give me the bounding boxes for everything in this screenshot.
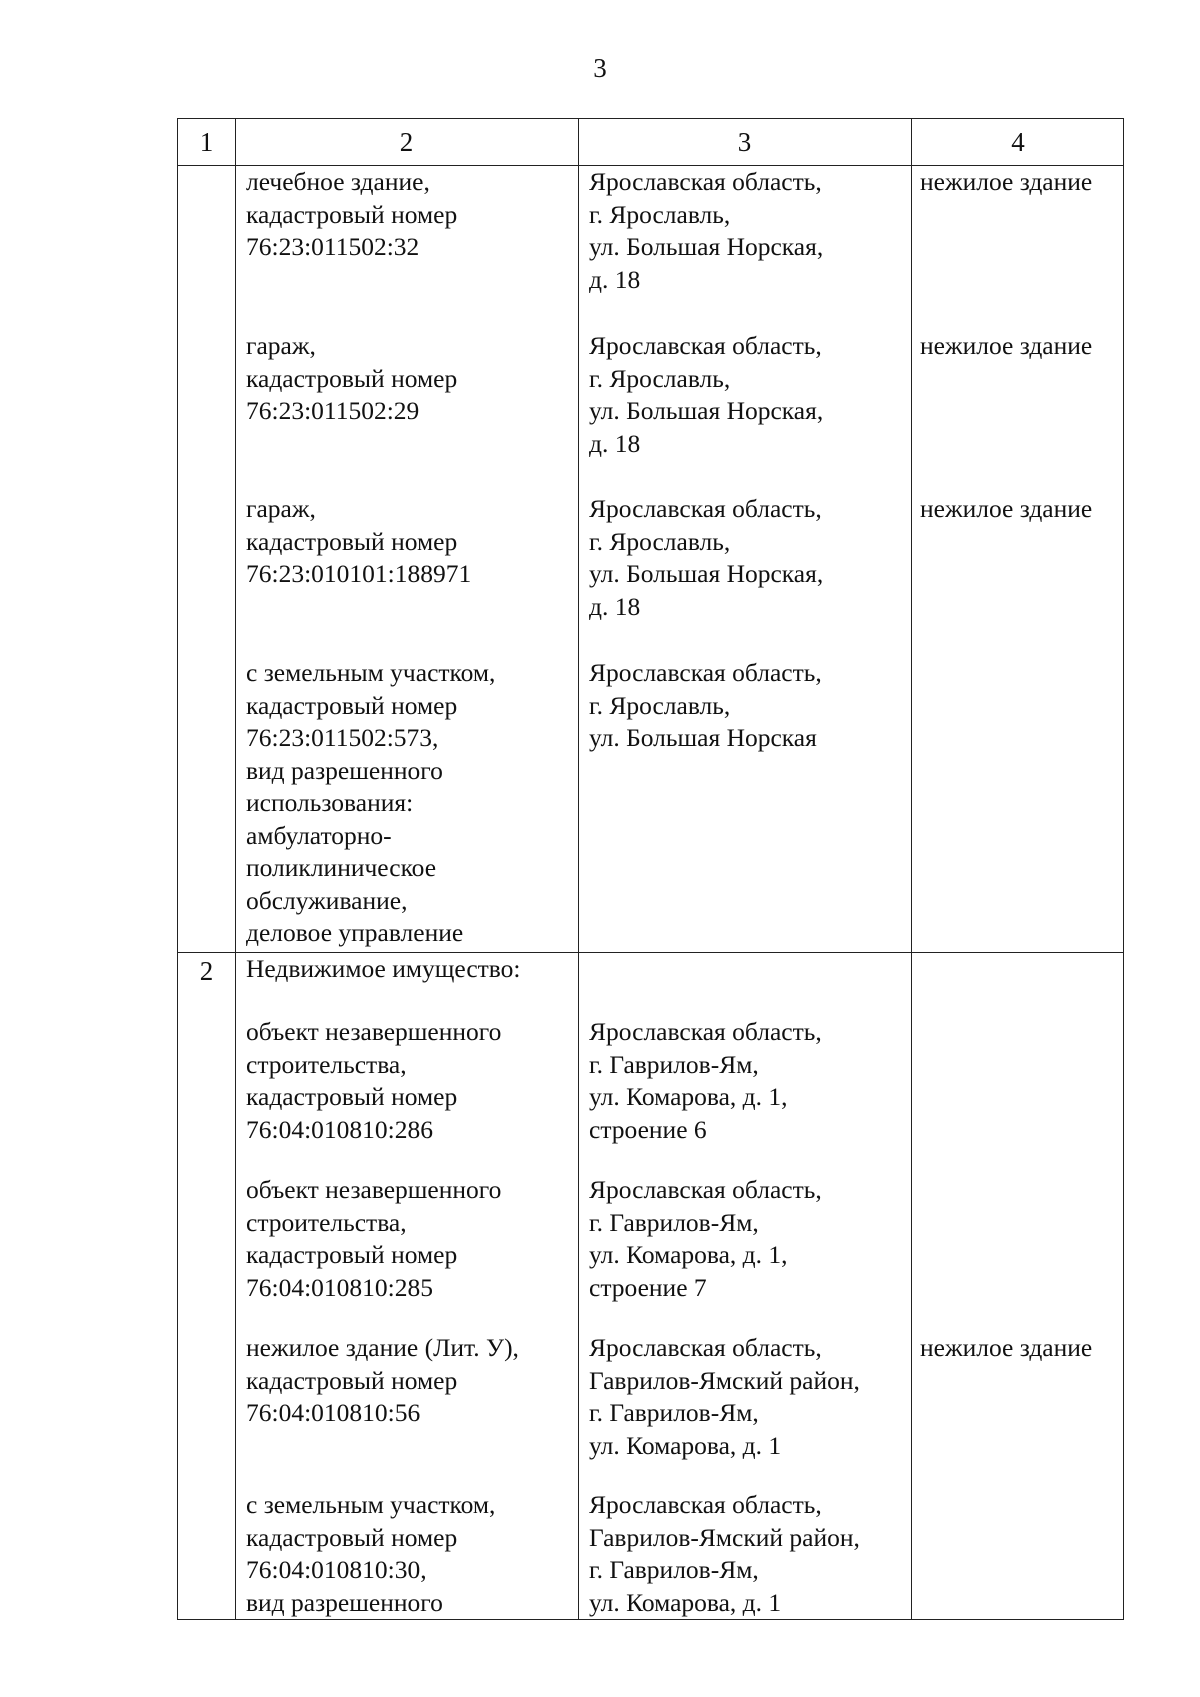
object-type: нежилое здание (920, 331, 1093, 360)
object-description: с земельным участком, кадастровый номер 76:23:011502:573, вид разрешенного использования: амбулаторно- поликлиническое обслуживание, деловое управление (246, 658, 496, 947)
object-type: нежилое здание (920, 1333, 1093, 1362)
header-col-4: 4 (1011, 127, 1025, 157)
object-description: лечебное здание, кадастровый номер 76:23:011502:32 (246, 167, 458, 261)
object-description: с земельным участком, кадастровый номер 76:04:010810:30, вид разрешенного (246, 1490, 496, 1617)
section-heading: Недвижимое имущество: (246, 954, 521, 983)
object-description: гараж, кадастровый номер 76:23:010101:188971 (246, 494, 472, 588)
row-number: 2 (199, 956, 214, 986)
object-address: Ярославская область, г. Гаврилов-Ям, ул. Комарова, д. 1, строение 7 (589, 1175, 822, 1302)
object-description: объект незавершенного строительства, кадастровый номер 76:04:010810:286 (246, 1017, 502, 1144)
column-divider (235, 119, 236, 1619)
header-col-3: 3 (737, 127, 752, 157)
object-address: Ярославская область, Гаврилов-Ямский район, г. Гаврилов-Ям, ул. Комарова, д. 1 (589, 1333, 860, 1460)
header-col-1: 1 (199, 127, 214, 157)
object-address: Ярославская область, г. Ярославль, ул. Большая Норская, д. 18 (589, 167, 824, 294)
column-divider (578, 119, 579, 1619)
page-number: 3 (593, 53, 607, 83)
object-address: Ярославская область, г. Ярославль, ул. Большая Норская, д. 18 (589, 331, 824, 458)
header-col-2: 2 (399, 127, 414, 157)
property-table (177, 118, 1124, 1620)
object-address: Ярославская область, г. Гаврилов-Ям, ул. Комарова, д. 1, строение 6 (589, 1017, 822, 1144)
object-description: объект незавершенного строительства, кадастровый номер 76:04:010810:285 (246, 1175, 502, 1302)
object-type: нежилое здание (920, 167, 1093, 196)
object-address: Ярославская область, г. Ярославль, ул. Большая Норская (589, 658, 822, 752)
object-address: Ярославская область, г. Ярославль, ул. Большая Норская, д. 18 (589, 494, 824, 621)
object-description: нежилое здание (Лит. У), кадастровый номер 76:04:010810:56 (246, 1333, 519, 1427)
object-description: гараж, кадастровый номер 76:23:011502:29 (246, 331, 458, 425)
object-address: Ярославская область, Гаврилов-Ямский район, г. Гаврилов-Ям, ул. Комарова, д. 1 (589, 1490, 860, 1617)
column-divider (911, 119, 912, 1619)
object-type: нежилое здание (920, 494, 1093, 523)
